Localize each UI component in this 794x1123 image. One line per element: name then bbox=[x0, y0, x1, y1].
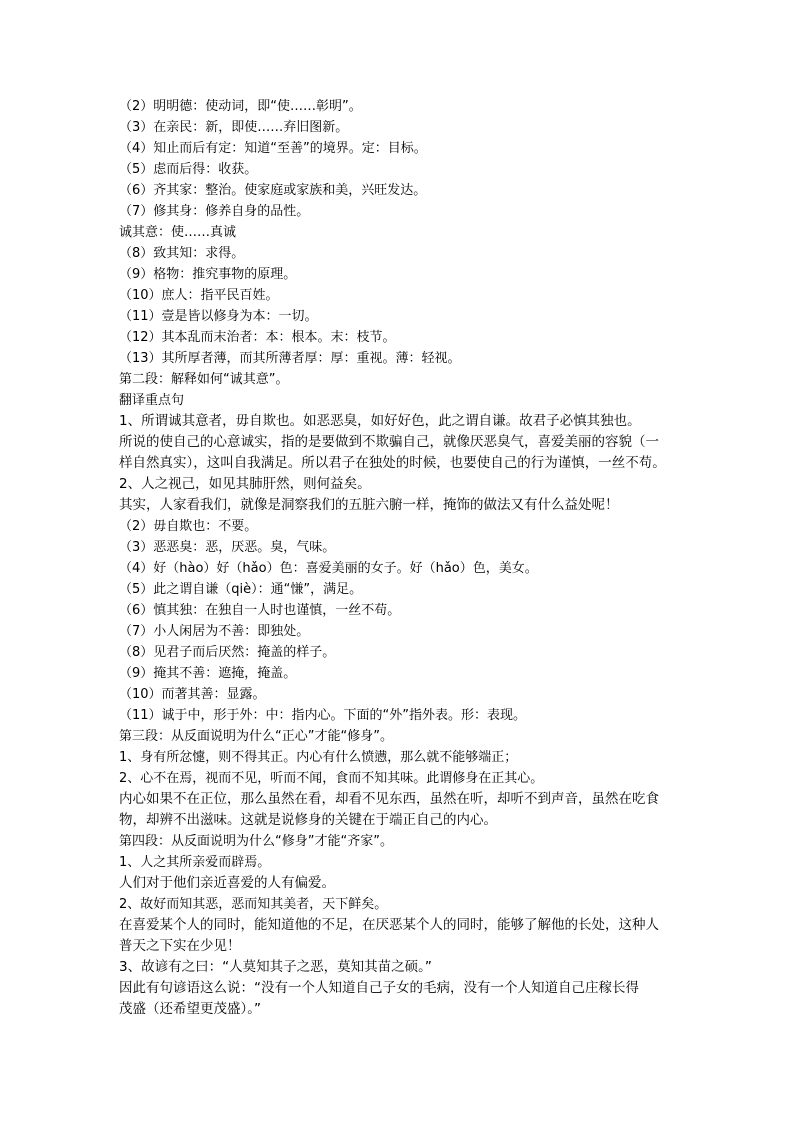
text-line: （8）见君子而后厌然：掩盖的样子。 bbox=[119, 645, 336, 660]
text-line: （2）明明德：使动词，即“使……彰明”。 bbox=[119, 99, 362, 114]
text-line: 1、人之其所亲爱而辟焉。 bbox=[119, 855, 271, 870]
text-line: （5）此之谓自谦（qiè）：通“慊”，满足。 bbox=[119, 582, 363, 597]
text-line: 物，却辨不出滋味。这就是说修身的关键在于端正自己的内心。 bbox=[119, 812, 497, 828]
text-line: （6）慎其独：在独自一人时也谨慎，一丝不苟。 bbox=[119, 603, 401, 618]
text-line: （7）小人闲居为不善：即独处。 bbox=[119, 624, 310, 639]
text-line: 2、人之视己，如见其肺肝然，则何益矣。 bbox=[119, 476, 371, 492]
text-line: （12）其本乱而末治者：本：根本。末：枝节。 bbox=[119, 330, 396, 345]
text-line: 2、故好而知其恶，恶而知其美者，天下鲜矣。 bbox=[119, 897, 388, 912]
text-line: 因此有句谚语这么说：“没有一个人知道自己子女的毛病，没有一个人知道自己庄稼长得 bbox=[119, 980, 639, 996]
text-line: （13）其所厚者薄，而其所薄者厚：厚：重视。薄：轻视。 bbox=[119, 351, 461, 366]
text-line: 3、故谚有之曰：“人莫知其子之恶，莫知其苗之硕。” bbox=[119, 959, 432, 975]
text-line: （11）诚于中，形于外：中：指内心。下面的“外”指外表。形：表现。 bbox=[119, 708, 527, 723]
text-line: （8）致其知：求得。 bbox=[119, 246, 245, 261]
text-line: 2、心不在焉，视而不见，听而不闻，食而不知其味。此谓修身在正其心。 bbox=[119, 771, 544, 786]
text-line: 人们对于他们亲近喜爱的人有偏爱。 bbox=[119, 875, 335, 891]
text-line: （5）虑而后得：收获。 bbox=[119, 162, 258, 177]
text-line: 第三段：从反面说明为什么“正心”才能“修身”。 bbox=[119, 729, 393, 744]
text-line: （4）好（hào）好（hǎo）色：喜爱美丽的女子。好（hǎo）色，美女。 bbox=[119, 561, 538, 576]
text-line: （10）而著其善：显露。 bbox=[119, 687, 266, 702]
text-line: 翻译重点句 bbox=[119, 393, 185, 408]
text-line: 第四段：从反面说明为什么“修身”才能“齐家”。 bbox=[119, 834, 393, 849]
text-line: （7）修其身：修养自身的品性。 bbox=[119, 204, 310, 219]
text-line: 其实，人家看我们，就像是洞察我们的五脏六腑一样，掩饰的做法又有什么益处呢！ bbox=[119, 497, 619, 513]
text-line: （6）齐其家：整治。使家庭或家族和美，兴旺发达。 bbox=[119, 183, 427, 198]
text-line: 1、身有所忿懥，则不得其正。内心有什么愤懑，那么就不能够端正； bbox=[119, 750, 518, 765]
text-line: （9）掩其不善：遮掩，掩盖。 bbox=[119, 666, 297, 681]
text-line: （11）壹是皆以修身为本：一切。 bbox=[119, 309, 318, 324]
text-line: 普天之下实在少见！ bbox=[119, 938, 241, 954]
text-line: 样自然真实），这叫自我满足。所以君子在独处的时候，也要使自己的行为谨慎，一丝不苟。 bbox=[119, 455, 666, 471]
text-line: （10）庶人：指平民百姓。 bbox=[119, 288, 279, 303]
text-line: （4）知止而后有定：知道“至善”的境界。定：目标。 bbox=[119, 141, 427, 156]
text-line: 内心如果不在正位，那么虽然在看，却看不见东西，虽然在听，却听不到声音，虽然在吃食 bbox=[119, 791, 659, 807]
text-line: （2）毋自欺也：不要。 bbox=[119, 519, 258, 534]
text-line: 茂盛（还希望更茂盛）。” bbox=[119, 1001, 261, 1017]
text-line: （3）恶恶臭：恶，厌恶。臭，气味。 bbox=[119, 540, 336, 555]
text-line: 1、所谓诚其意者，毋自欺也。如恶恶臭，如好好色，此之谓自谦。故君子必慎其独也。 bbox=[119, 413, 641, 429]
text-line: （9）格物：推究事物的原理。 bbox=[119, 267, 297, 282]
text-line: 第二段：解释如何“诚其意”。 bbox=[119, 372, 289, 387]
document-page bbox=[119, 96, 679, 1020]
text-line: 在喜爱某个人的同时，能知道他的不足，在厌恶某个人的同时，能够了解他的长处，这种人 bbox=[119, 917, 659, 933]
text-line: 所说的使自己的心意诚实，指的是要做到不欺骗自己，就像厌恶臭气，喜爱美丽的容貌（一 bbox=[119, 434, 659, 450]
text-line: 诚其意：使……真诚 bbox=[119, 225, 237, 240]
text-line: （3）在亲民：新，即使……弃旧图新。 bbox=[119, 120, 349, 135]
